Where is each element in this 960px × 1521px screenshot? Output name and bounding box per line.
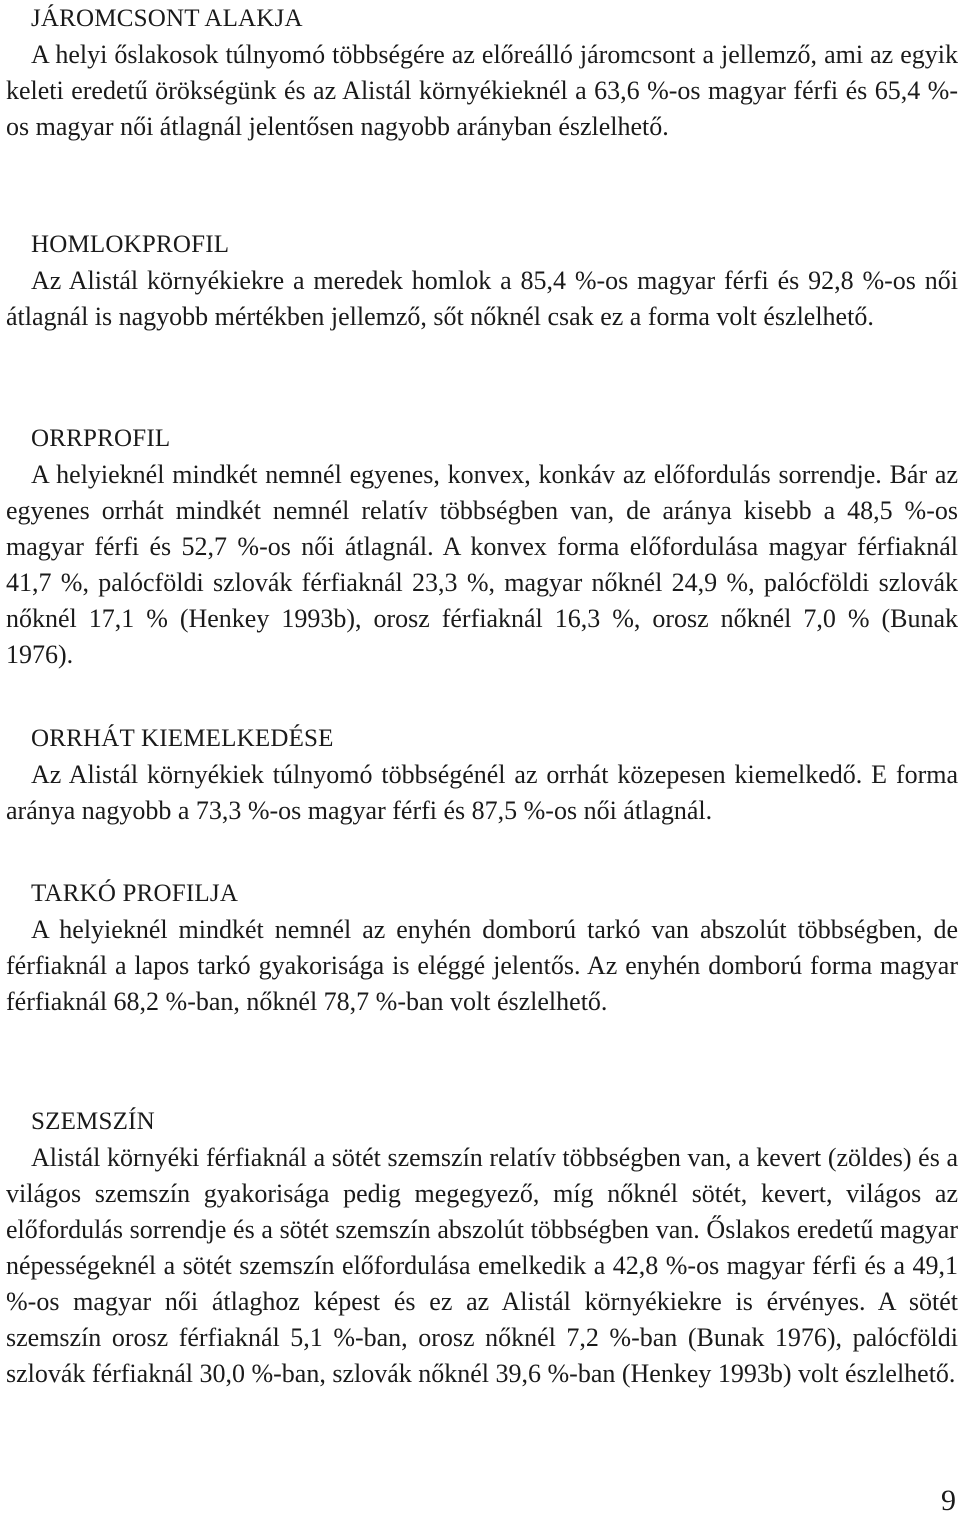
section-paragraph: A helyieknél mindkét nemnél egyenes, konvex, konkáv az előfordulás sorrendje. Bár az egyenes orrhát mindkét nemnél relatív többségben van, de aránya kisebb a 48,5 %-os magyar férfi és 52,7 %-os női átlagnál. A konvex forma előfordulása magyar férfiaknál 41,7 %, palócföldi szlovák férfiaknál 23,3 %, magyar nőknél 24,9 %, palócföldi szlovák nőknél 17,1 % (Henkey 1993b), orosz férfiaknál 16,3 %, orosz nőknél 7,0 % (Bunak 1976). <box>6 460 958 669</box>
section-heading: SZEMSZÍN <box>31 1108 155 1135</box>
section-paragraph: A helyi őslakosok túlnyomó többségére az előreálló járomcsont a jellemző, ami az egyik keleti eredetű örökségünk és az Alistál környékieknél a 63,6 %-os magyar férfi és 65,4 %-os magyar női átlagnál jelentősen nagyobb arányban észlelhető. <box>6 40 958 141</box>
section-paragraph: Az Alistál környékiekre a meredek homlok a 85,4 %-os magyar férfi és 92,8 %-os női átlagnál is nagyobb mértékben jellemző, sőt nőknél csak ez a forma volt észlelhető. <box>6 266 958 331</box>
section-jaromcsont <box>6 1 958 145</box>
section-heading: TARKÓ PROFILJA <box>31 880 239 907</box>
page-number: 9 <box>941 1484 956 1517</box>
section-tarko-profilja <box>6 876 958 1020</box>
section-homlokprofil <box>6 227 958 335</box>
section-heading: JÁROMCSONT ALAKJA <box>31 5 303 32</box>
section-orrhat-kiemelkedese <box>6 721 958 829</box>
section-paragraph: Az Alistál környékiek túlnyomó többségénél az orrhát közepesen kiemelkedő. E forma aránya nagyobb a 73,3 %-os magyar férfi és 87,5 %-os női átlagnál. <box>6 760 958 825</box>
section-paragraph: Alistál környéki férfiaknál a sötét szemszín relatív többségben van, a kevert (zöldes) és a világos szemszín gyakorisága pedig megegyező, míg nőknél sötét, kevert, világos az előfordulás sorrendje és a sötét szemszín abszolút többségben van. Őslakos eredetű magyar népességeknél a sötét szemszín előfordulása emelkedik a 42,8 %-os magyar férfi és a 49,1 %-os magyar női átlaghoz képest és ez az Alistál környékiekre is érvényes. A sötét szemszín orosz férfiaknál 5,1 %-ban, orosz nőknél 7,2 %-ban (Bunak 1976), palócföldi szlovák férfiaknál 30,0 %-ban, szlovák nőknél 39,6 %-ban (Henkey 1993b) volt észlelhető. <box>6 1143 958 1388</box>
section-heading: ORRPROFIL <box>31 425 171 452</box>
section-heading: ORRHÁT KIEMELKEDÉSE <box>31 725 334 752</box>
section-paragraph: A helyieknél mindkét nemnél az enyhén domború tarkó van abszolút többségben, de férfiaknál a lapos tarkó gyakorisága is eléggé jelentős. Az enyhén domború forma magyar férfiaknál 68,2 %-ban, nőknél 78,7 %-ban volt észlelhető. <box>6 915 958 1016</box>
section-szemszin <box>6 1104 958 1392</box>
section-orrprofil <box>6 421 958 673</box>
section-heading: HOMLOKPROFIL <box>31 231 230 258</box>
